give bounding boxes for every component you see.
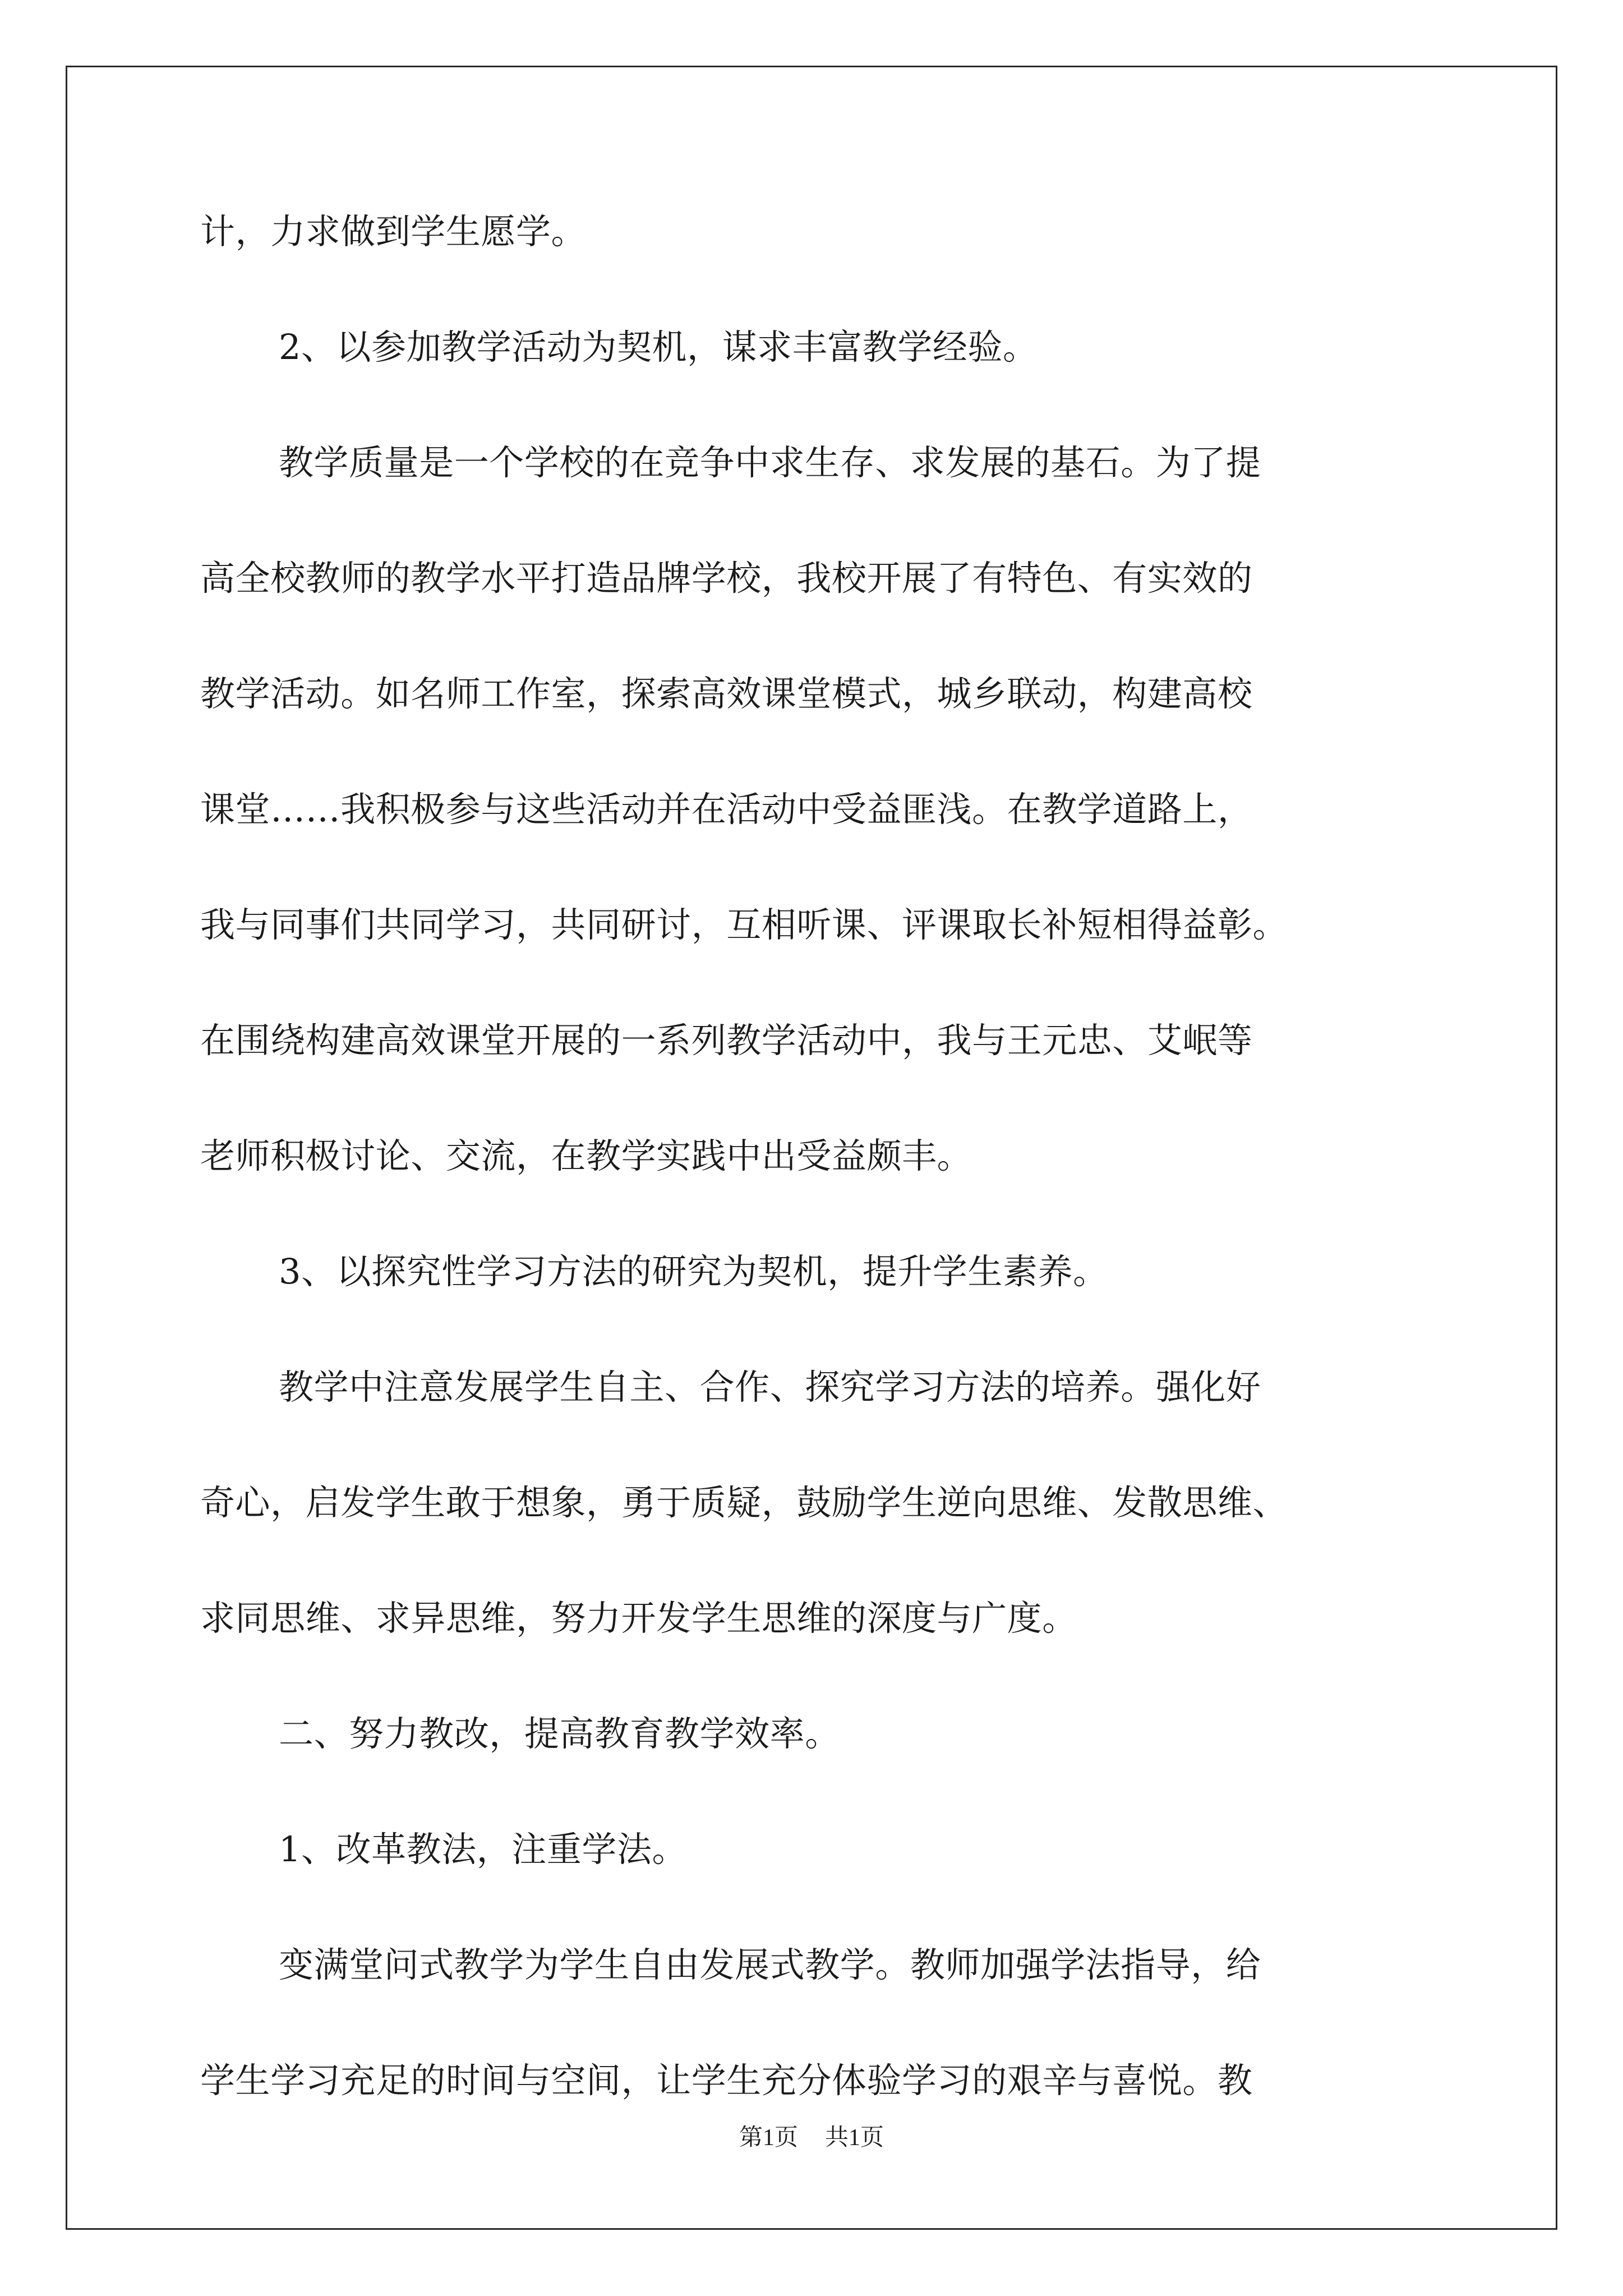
text-line: 教学质量是一个学校的在竞争中求生存、求发展的基石。为了提 <box>279 442 1261 483</box>
text-line: 3、以探究性学习方法的研究为契机，提升学生素养。 <box>279 1251 1108 1292</box>
text-line: 教学活动。如名师工作室，探索高效课堂模式，城乡联动，构建高校 <box>200 673 1253 714</box>
page-total: 共1页 <box>825 2125 884 2151</box>
text-line: 教学中注意发展学生自主、合作、探究学习方法的培养。强化好 <box>279 1366 1261 1407</box>
text-line: 高全校教师的教学水平打造品牌学校，我校开展了有特色、有实效的 <box>200 558 1253 599</box>
text-line: 课堂……我积极参与这些活动并在活动中受益匪浅。在教学道路上， <box>200 789 1253 830</box>
page-footer <box>0 2126 1623 2150</box>
text-line: 二、努力教改，提高教育教学效率。 <box>279 1713 840 1754</box>
text-line: 奇心，启发学生敢于想象，勇于质疑，鼓励学生逆向思维、发散思维、 <box>200 1482 1288 1523</box>
text-line: 2、以参加教学活动为契机，谋求丰富教学经验。 <box>279 326 1038 367</box>
text-line: 在围绕构建高效课堂开展的一系列教学活动中，我与王元忠、艾岷等 <box>200 1020 1253 1061</box>
page-number: 第1页 <box>739 2125 798 2151</box>
text-line: 计，力求做到学生愿学。 <box>200 211 587 252</box>
document-body <box>200 211 1462 2179</box>
text-line: 我与同事们共同学习，共同研讨，互相听课、评课取长补短相得益彰。 <box>200 904 1288 945</box>
text-line: 求同思维、求异思维，努力开发学生思维的深度与广度。 <box>200 1598 1077 1639</box>
text-line: 变满堂问式教学为学生自由发展式教学。教师加强学法指导，给 <box>279 1944 1261 1985</box>
text-line: 1、改革教法，注重学法。 <box>279 1829 688 1870</box>
text-line: 老师积极讨论、交流，在教学实践中出受益颇丰。 <box>200 1135 972 1176</box>
text-line: 学生学习充足的时间与空间，让学生充分体验学习的艰辛与喜悦。教 <box>200 2060 1253 2101</box>
